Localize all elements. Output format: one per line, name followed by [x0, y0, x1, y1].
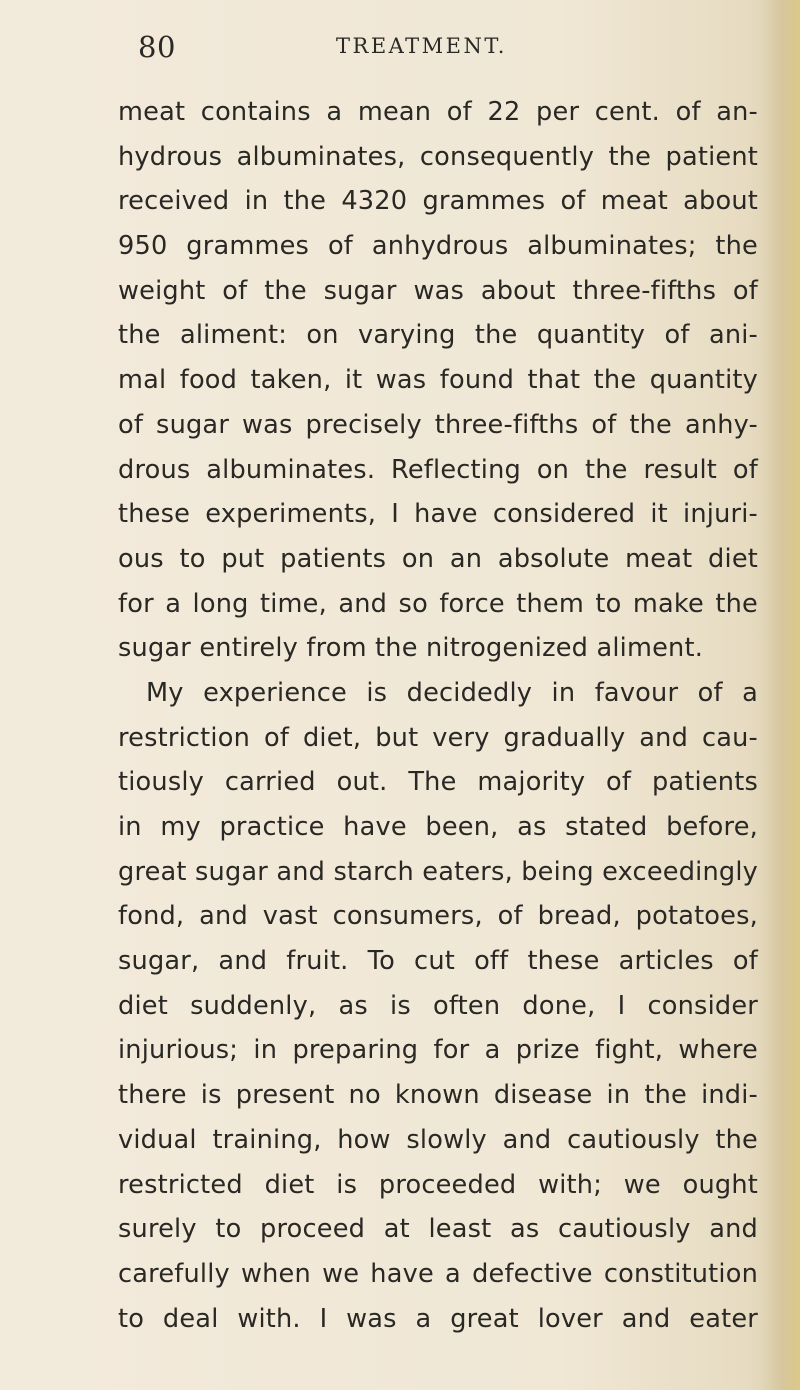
text-line: injurious; in preparing for a prize fight, where [118, 1035, 758, 1066]
text-line: surely to proceed at least as cautiously and [118, 1214, 758, 1245]
text-line: vidual training, how slowly and cautiously the [118, 1124, 758, 1155]
text-line: diet suddenly, as is often done, I consider [118, 990, 758, 1021]
text-line: fond, and vast consumers, of bread, potatoes, [118, 901, 758, 932]
text-line: ous to put patients on an absolute meat diet [118, 543, 758, 574]
body-text [118, 90, 758, 1341]
text-line: the aliment: on varying the quantity of ani- [118, 320, 758, 351]
paragraph-first-line: My experience is decidedly in favour of a [146, 677, 758, 708]
page-header [138, 26, 758, 66]
text-line: restriction of diet, but very gradually and cau- [118, 722, 758, 753]
text-line: 950 grammes of anhydrous albuminates; the [118, 231, 758, 262]
text-line: there is present no known disease in the indi- [118, 1080, 758, 1111]
text-line: drous albuminates. Reflecting on the result of [118, 454, 758, 485]
text-line: restricted diet is proceeded with; we ought [118, 1169, 758, 1200]
page-number: 80 [138, 30, 176, 64]
text-line: for a long time, and so force them to make the [118, 588, 758, 619]
text-line: great sugar and starch eaters, being exceedingly [118, 856, 758, 887]
text-line: these experiments, I have considered it injuri- [118, 499, 758, 530]
text-line: in my practice have been, as stated before, [118, 812, 758, 842]
text-line: of sugar was precisely three-fifths of the anhy- [118, 409, 758, 440]
page-edge-shadow [762, 0, 800, 1390]
text-line: hydrous albuminates, consequently the patient [118, 141, 758, 172]
text-line: sugar entirely from the nitrogenized aliment. [118, 633, 704, 664]
text-line: mal food taken, it was found that the quantity [118, 365, 758, 396]
text-line: to deal with. I was a great lover and eater [118, 1303, 758, 1334]
running-head: TREATMENT. [336, 34, 507, 58]
text-line: carefully when we have a defective constitution [118, 1258, 758, 1289]
text-line: received in the 4320 grammes of meat about [118, 186, 758, 217]
text-line: meat contains a mean of 22 per cent. of an- [118, 97, 758, 127]
text-line: tiously carried out. The majority of patients [118, 767, 758, 798]
text-line: sugar, and fruit. To cut off these articles of [118, 946, 758, 977]
text-line: weight of the sugar was about three-fifths of [118, 275, 758, 306]
